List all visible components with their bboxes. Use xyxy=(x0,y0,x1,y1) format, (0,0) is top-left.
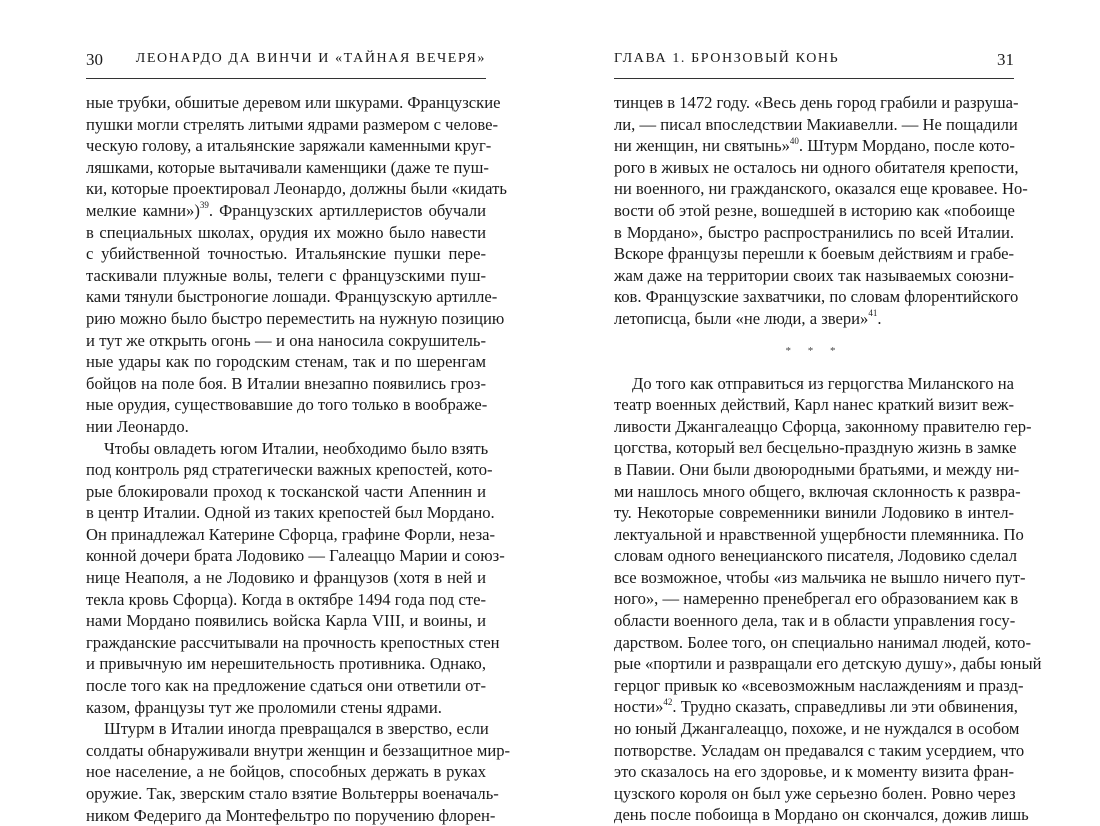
left-running-head: ЛЕОНАРДО ДА ВИНЧИ И «ТАЙНАЯ ВЕЧЕРЯ» xyxy=(135,51,486,66)
footnote-ref: 40 xyxy=(789,135,799,146)
text-line: бойцов на поле боя. В Италии внезапно появились гроз- xyxy=(86,373,486,393)
text-fragment: летописца, были «не люди, а звери» xyxy=(614,308,869,328)
text-line: гражданские рассчитывали на прочность крепостных стен xyxy=(86,632,500,652)
left-page-number: 30 xyxy=(86,50,103,69)
text-line: ное население, а не бойцов, способных держать в руках xyxy=(86,762,486,782)
text-line: потворстве. Усладам он предавался с таким усердием, что xyxy=(614,740,1025,760)
text-line: мелкие камни»)$^{39}$. Французских артиллеристов обучали xyxy=(86,200,486,220)
text-fragment: ности» xyxy=(614,697,664,717)
text-line: Вскоре французы перешли к боевым действиям и грабе- xyxy=(614,244,1014,264)
text-line: ни женщин, ни святынь»$^{40}$. Штурм Мордано, после кото- xyxy=(614,135,1015,156)
text-line: тинцев в 1472 году. «Весь день город грабили и разруша- xyxy=(614,93,1019,112)
text-line: дарством. Более того, он специально нанимал людей, кото- xyxy=(614,632,1031,652)
text-fragment: Штурм Мордано, после кото- xyxy=(807,136,1015,156)
text-line: ки, которые проектировал Леонардо, должны были «кидать xyxy=(86,179,507,199)
text-line: ности»$^{42}$. Трудно сказать, справедливы ли эти обвинения, xyxy=(614,696,1018,717)
text-line: Штурм в Италии иногда превращался в зверство, если xyxy=(104,719,489,739)
text-line: рые блокировали проход к тосканской части Апеннин и xyxy=(86,481,486,501)
text-line: вости об этой резне, вошедшей в историю как «побоище xyxy=(614,200,1015,220)
text-fragment: мелкие камни») xyxy=(86,200,200,220)
text-line: нице Неаполя, а не Лодовико и французов (хотя в ней и xyxy=(86,568,486,588)
text-line: солдаты обнаруживали внутри женщин и беззащитное мир- xyxy=(86,740,511,760)
left-body-text xyxy=(86,92,511,826)
right-running-head: ГЛАВА 1. БРОНЗОВЫЙ КОНЬ xyxy=(614,51,840,66)
text-line: и тут же открыть огонь — и она наносила сокрушитель- xyxy=(86,330,486,350)
left-header-rule xyxy=(86,78,486,79)
text-line: в Мордано», быстро распространились по всей Италии. xyxy=(614,222,1014,242)
text-line: цогства, который вел бесцельно-праздную жизнь в замке xyxy=(614,438,1017,458)
text-line: рые «портили и развращали его детскую душу», дабы юный xyxy=(614,654,1042,674)
text-line: ми нашлось много общего, включая склонность к развра- xyxy=(614,481,1021,501)
text-line: под контроль ряд стратегически важных крепостей, кото- xyxy=(86,460,493,480)
text-line: ником Федериго да Монтефельтро по поручению флорен- xyxy=(86,805,496,825)
footnote-ref: 41 xyxy=(868,308,878,319)
right-page xyxy=(614,0,1042,825)
text-line: ни военного, ни гражданского, оказался еще кровавее. Но- xyxy=(614,179,1028,199)
footnote-ref: 39 xyxy=(199,200,209,211)
text-line: пушки могли стрелять литыми ядрами размером с челове- xyxy=(86,114,499,134)
text-line: день после побоища в Мордано он скончался, дожив лишь xyxy=(614,805,1029,825)
text-line: ли, — писал впоследствии Макиавелли. — Не пощадили xyxy=(614,114,1018,134)
text-line: рию можно было быстро переместить на нужную позицию xyxy=(86,308,505,328)
text-line: в Павии. Они были двоюродными братьями, и между ни- xyxy=(614,459,1020,479)
text-line: и привычную им нерешительность противника. Однако, xyxy=(86,654,486,674)
text-fragment: ни женщин, ни святынь» xyxy=(614,136,790,156)
text-line: ного», — намеренно пренебрегал его образованием как в xyxy=(614,589,1019,609)
text-line: ные удары как по городским стенам, так и по шеренгам xyxy=(86,352,486,372)
text-line: ные трубки, обшитые деревом или шкурами. Французские xyxy=(86,93,501,112)
text-line: рого в живых не осталось ни одного обитателя крепости, xyxy=(614,157,1019,177)
text-line: оружие. Так, зверским стало взятие Вольтерры военачаль- xyxy=(86,784,499,803)
text-line: казом, французы тут же проломили стены ядрами. xyxy=(86,697,442,717)
text-line: цузского короля он был уже серьезно болен. Ровно через xyxy=(614,783,1016,803)
text-line: театр военных действий, Карл нанес краткий визит веж- xyxy=(614,395,1014,415)
text-line: герцог привык ко «всевозможным наслаждениям и празд- xyxy=(614,675,1024,695)
text-line: ческую голову, а итальянские заряжали каменными круг- xyxy=(86,136,492,156)
text-line: но юный Джангалеаццо, похоже, и не нуждался в особом xyxy=(614,719,1020,739)
text-line: с убийственной точностью. Итальянские пушки пере- xyxy=(86,244,486,264)
footnote-ref: 42 xyxy=(663,696,673,707)
text-line: таскивали плужные волы, телеги с французскими пуш- xyxy=(86,265,486,285)
left-page xyxy=(86,0,511,825)
right-running-header xyxy=(614,0,1014,69)
text-line: конной дочери брата Лодовико — Галеаццо Марии и союз- xyxy=(86,546,505,566)
text-line: ные орудия, существовавшие до того только в воображе- xyxy=(86,395,488,415)
left-running-header xyxy=(86,0,486,69)
text-fragment: Трудно сказать, справедливы ли эти обвинения, xyxy=(680,697,1018,717)
text-line: словам одного венецианского писателя, Лодовико сделал xyxy=(614,546,1018,566)
text-line: ту. Некоторые современники винили Лодовико в интел- xyxy=(614,503,1014,523)
section-break: * * * xyxy=(785,344,843,357)
text-line: все возможное, чтобы «из мальчика не вышло ничего пут- xyxy=(614,567,1026,587)
text-line: ками тянули быстроногие лошади. Французскую артилле- xyxy=(86,287,498,307)
text-line: после того как на предложение сдаться они ответили от- xyxy=(86,676,486,696)
text-line: ков. Французские захватчики, по словам флорентийского xyxy=(614,287,1019,307)
text-line: ливости Джангалеаццо Сфорца, законному правителю гер- xyxy=(614,416,1032,436)
text-line: ляшками, которые вытачивали каменщики (даже те пуш- xyxy=(86,157,489,177)
text-line: До того как отправиться из герцогства Миланского на xyxy=(632,373,1014,393)
text-line: в центр Италии. Одной из таких крепостей был Мордано. xyxy=(86,503,495,523)
right-body-text xyxy=(614,92,1042,826)
right-page-number: 31 xyxy=(997,50,1014,69)
text-fragment: Французских артиллеристов обучали xyxy=(219,200,486,220)
text-line: в специальных школах, орудия их можно было навести xyxy=(86,222,486,242)
text-line: нии Леонардо. xyxy=(86,416,189,436)
text-line: жам даже на территории своих так называемых союзни- xyxy=(614,265,1014,285)
text-line: летописца, были «не люди, а звери»$^{41}$. xyxy=(614,308,882,328)
text-line: это сказалось на его здоровье, и к моменту визита фран- xyxy=(614,762,1014,782)
right-header-rule xyxy=(614,78,1014,79)
text-line: лектуальной и нравственной ущербности племянника. По xyxy=(614,524,1024,544)
text-line: Он принадлежал Катерине Сфорца, графине Форли, неза- xyxy=(86,524,496,544)
text-line: Чтобы овладеть югом Италии, необходимо было взять xyxy=(104,438,489,458)
text-line: области военного дела, так и в области управления госу- xyxy=(614,611,1016,631)
text-line: нами Мордано появились войска Карла VIII, и воины, и xyxy=(86,611,486,631)
text-line: текла кровь Сфорца). Когда в октябре 1494 года под сте- xyxy=(86,589,486,609)
